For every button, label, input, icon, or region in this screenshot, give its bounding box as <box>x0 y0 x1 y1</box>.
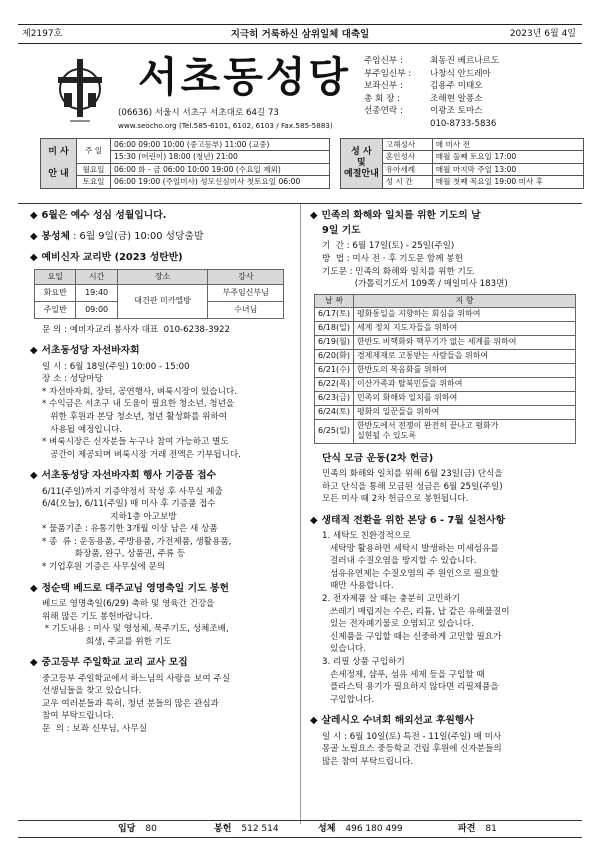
hymn-entrance: 입당 80 <box>118 824 157 834</box>
mass-schedule-table: 미 사 안 내 주 일 06:00 09:00 10:00 (중고등부) 11:00 (교중) 15:30 (어린이) 18:00 (청년) 21:00 월요일 06:00 화 - 금 06:00 10:00 19:00 (수요일 제외) 토요일 06:00 19:00 (주일미사) 성모신심미사 첫토요일 06:00 <box>40 138 330 189</box>
parish-logo <box>52 55 108 130</box>
hymn-communion: 성체 496 180 499 <box>318 824 403 834</box>
notice-archbishop-feast: ◆ 정순택 베드로 대주교님 영명축일 기도 봉헌 베드로 영명축일(6/29) 축하 및 영육간 건강을 위해 많은 기도 봉헌바랍니다. * 기도내용 : 미사 및 영성체, 묵주기도, 성체조배, 희생, 주교를 위한 기도 <box>30 582 229 647</box>
hymn-recessional: 파견 81 <box>458 824 497 834</box>
catechism-table: 요일 시간 장소 강사 화요반 19:40 대건관 미카엘방 부주임신부님 주일반 09:00 수녀님 <box>34 269 284 319</box>
staff-row: 주임신부 : 최동진 베르나르도 <box>364 56 500 66</box>
top-bar <box>18 24 582 44</box>
issue-date: 2023년 6월 4일 <box>509 29 576 39</box>
parish-name: 서초동성당 <box>138 53 352 101</box>
feast-title: 지극히 거룩하신 삼위일체 대축일 <box>230 29 370 40</box>
notice-reconciliation-prayer: ◆ 민족의 화해와 일치를 위한 기도의 날 9일 기도 기 간 : 6월 17일(토) - 25일(주일) 방 법 : 미사 전 · 후 기도문 함께 봉헌 기도문 : 민족의 화해와 일치를 위한 기도 (가톨릭기도서 109쪽 / 매일미사 183면) 날 짜 지 향 6/17(토) 평화통일을 지향하는 회심을 위하여 6/18(일) 세계 정치 지도자들을 위하여 6/19(월) 한반도 비핵화와 핵무기가 없는 세계를 위하여 6/20(화) 경제제재로 고통받는 사람들을 위하여 6/21(수) 한반도의 복음화를 위하여 6/22(목) 이산가족과 탈북민들을 위하여 6/23(금) 민족의 화해와 일치를 위하여 6/24(토) 평화의 일꾼들을 위하여 6/25(일) 한반도에서 전쟁이 완전히 끝나고 평화가 실현될 수 있도록 <box>310 210 582 444</box>
table-row: 6/22(목) 이산가족과 탈북민들을 위하여 <box>315 377 576 391</box>
table-row: 화요반 19:40 대건관 미카엘방 부주임신부님 <box>35 284 284 301</box>
right-column <box>310 210 582 777</box>
hymn-offertory: 봉헌 512 514 <box>214 824 279 834</box>
table-row: 6/23(금) 민족의 화해와 일치를 위하여 <box>315 391 576 405</box>
notice-ecological-conversion: ◆ 생태적 전환을 위한 본당 6 - 7월 실천사항 1. 세탁도 친환경적으로 세탁망 활용하면 세탁시 발생하는 미세섬유를 걸러내 수질오염을 방지할 수 있습니다. 섬유유연제는 수질오염의 주 원인으로 필요할 때만 사용합니다. 2. 전자제품 살 때는 충분히 고민하기 쓰레기 매립지는 수은, 리튬, 납 같은 유해물질이 있는 전자폐기물로 오염되고 있습니다. 신제품을 구입할 때는 신중하게 고민할 필요가 있습니다. 3. 리필 상품 구입하기 손세정제, 샴푸, 섬유 세제 등을 구입할 때 플라스틱 용기가 필요하지 않다면 리필제품을 구입합니다. <box>310 514 510 705</box>
notice-donation-intake: ◆ 서초동성당 자선바자회 행사 기증품 접수 6/11(주일)까지 기증약정서 작성 후 사무실 제출 6/4(오늘), 6/11(주일) 매 미사 후 기증품 접수 지하1층 아고보방 * 물품기준 : 유통기한 3개월 이상 남은 새 상품 * 종 류 : 운동용품, 주방용품, 가전제품, 생활용품, 화장품, 완구, 상품권, 주류 등 * 기업후원 기증은 사무실에 문의 <box>30 470 232 573</box>
parish-contact[interactable]: www.seocho.org (Tel.585-6101, 6102, 6103 / Fax.585-5883) <box>118 121 333 130</box>
sacraments-label: 성 사 및 예절안내 <box>341 139 383 189</box>
left-column <box>30 210 292 744</box>
staff-row: 보좌신부 : 김용주 미태오 <box>364 81 483 91</box>
mass-schedule-label: 미 사 안 내 <box>41 139 77 189</box>
column-divider <box>300 204 301 824</box>
table-row: 6/18(일) 세계 정치 지도자들을 위하여 <box>315 321 576 335</box>
staff-list <box>364 56 594 131</box>
notice-fasting-fund: 단식 모금 운동(2차 헌금) 민족의 화해와 일치를 위해 6월 23일(금) 단식을 하고 단식을 통해 모금된 성금은 6월 25일(주일) 모든 미사 때 2차 헌금으로 봉헌됩니다. <box>322 452 503 505</box>
notice-teacher-recruit: ◆ 중고등부 주일학교 교리 교사 모집 중고등부 주일학교에서 하느님의 사랑을 보여 주실 선생님들을 찾고 있습니다. 교우 여러분들과 특히, 청년 분들의 많은 관심과 참여 부탁드립니다. 문 의 : 보좌 신부님, 사무실 <box>30 657 230 734</box>
staff-row: 부주임신부 : 나창식 안드레아 <box>364 68 491 79</box>
table-row: 6/19(월) 한반도 비핵화와 핵무기가 없는 세계를 위하여 <box>315 335 576 349</box>
table-row: 6/17(토) 평화통일을 지향하는 회심을 위하여 <box>315 307 576 321</box>
table-row: 6/24(토) 평화의 일꾼들을 위하여 <box>315 405 576 419</box>
notice-salesian-mission: ◆ 살레시오 수녀회 해외선교 후원행사 일 시 : 6월 10일(토) 특전 - 11일(주일) 매 미사 몽골 노릴요스 중등학교 건립 후원에 신자분들의 많은 참여 부탁드립니다. <box>310 715 502 767</box>
staff-row: 총 회 장 : 조해현 알퐁소 <box>364 93 483 104</box>
table-row: 주일반 09:00 수녀님 <box>35 301 284 318</box>
sacraments-table: 성 사 및 예절안내 고해성사 매 미사 전 혼인성사 매월 둘째 토요일 17:00 유아세례 매월 마지막 주일 13:00 성 시 간 매월 첫째 목요일 19:00 미사 후 <box>340 138 584 189</box>
table-row: 6/20(화) 경제제재로 고통받는 사람들을 위하여 <box>315 349 576 363</box>
notice-sacred-heart: ◆ 6월은 예수 성심 성월입니다. <box>30 210 167 221</box>
issue-number: 제2197호 <box>22 29 63 39</box>
table-row: 6/25(일) 한반도에서 전쟁이 완전히 끝나고 평화가 실현될 수 있도록 <box>315 419 576 443</box>
notice-catechism-class: ◆ 예비신자 교리반 (2023 성탄반) 요일 시간 장소 강사 화요반 19:40 대건관 미카엘방 부주임신부님 주일반 09:00 수녀님 문 의 : 예비자교리 봉사자 대표 010-6238-3922 <box>30 252 292 336</box>
notice-communion-visit: ◆ 봉성체 : 6월 9일(금) 10:00 성당출발 <box>30 231 204 243</box>
staff-row: 010-8733-5836 <box>430 118 497 129</box>
parish-address: (06636) 서울시 서초구 서초대로 64길 73 <box>118 108 279 118</box>
table-row: 6/21(수) 한반도의 복음화를 위하여 <box>315 363 576 377</box>
hymn-numbers-bar <box>18 820 582 838</box>
prayer-intention-table: 날 짜 지 향 6/17(토) 평화통일을 지향하는 회심을 위하여 6/18(일) 세계 정치 지도자들을 위하여 6/19(월) 한반도 비핵화와 핵무기가 없는 세계를 위하여 6/20(화) 경제제재로 고통받는 사람들을 위하여 6/21(수) 한반도의 복음화를 위하여 6/22(목) 이산가족과 탈북민들을 위하여 6/23(금) 민족의 화해와 일치를 위하여 6/24(토) 평화의 일꾼들을 위하여 6/25(일) 한반도에서 전쟁이 완전히 끝나고 평화가 실현될 수 있도록 <box>314 294 576 444</box>
staff-row: 선종연락 : 이광조 토마스 <box>364 106 483 116</box>
notice-charity-bazaar: ◆ 서초동성당 자선바자회 일 시 : 6월 18일(주일) 10:00 - 15:00 장 소 : 성당마당 * 자선바자회, 장터, 공연행사, 벼룩시장이 있습니다. * 수익금은 서초구 내 도움이 필요한 청소년, 청년을 위한 후원과 본당 청소년, 청년 활성화를 위하여 사용될 예정입니다. * 벼룩시장은 신자분들 누구나 참여 가능하고 별도 공간이 제공되며 벼룩시장 거래 전액은 기부됩니다. <box>30 345 241 460</box>
